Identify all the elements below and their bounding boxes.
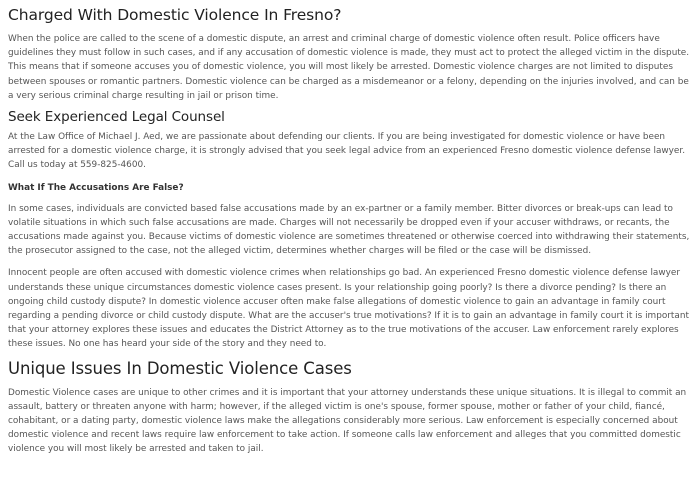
subheading-false-accusations: What If The Accusations Are False?: [8, 182, 184, 193]
paragraph-unique-issues: Domestic Violence cases are unique to other crimes and it is important that your attorney understands these unique situations. It is illegal to commit an assault, battery or threaten anyone with harm; however, if the alleged victim is one's spouse, former spouse, mother or father of your child, fiancé, cohabitant, or a dating party, domestic violence laws make the allegations considerably more serious. Law enforcement is especially concerned about domestic violence and recent laws require law enforcement to take action. If someone calls law enforcement and alleges that you committed domestic violence you will most likely be arrested and taken to jail.: [8, 387, 687, 455]
heading-charged-with-domestic-violence: Charged With Domestic Violence In Fresno?: [8, 6, 342, 24]
heading-seek-legal-counsel: Seek Experienced Legal Counsel: [8, 109, 225, 126]
paragraph-police-arrest: When the police are called to the scene of a domestic dispute, an arrest and criminal charge of domestic violence often result. Police officers have guidelines they must follow in such cases, and if any accusation of domestic violence is made, they must act to protect the alleged victim in the dispute. This means that if someone accuses you of domestic violence, you will most likely be arrested. Domestic violence charges are not limited to disputes between spouses or romantic partners. Domestic violence can be charged as a misdemeanor or a felony, depending on the injuries involved, and can be a very serious criminal charge resulting in jail or prison time.: [8, 34, 690, 101]
paragraph-innocent-people: Innocent people are often accused with domestic violence crimes when relationships go bad. An experienced Fresno domestic violence defense lawyer understands these unique circumstances domestic violence cases present. Is your relationship going poorly? Is there a divorce pending? Is there an ongoing child custody dispute? In domestic violence accuser often make false allegations of domestic violence to gain an advantage in family court regarding a pending divorce or child custody dispute. What are the accuser's true motivations? If it is to gain an advantage in family court it is important that your attorney explores these issues and educates the District Attorney as to the true motivations of the accuser. Law enforcement rarely explores these issues. No one has heard your side of the story and they need to.: [8, 268, 689, 350]
paragraph-false-accusations: In some cases, individuals are convicted based false accusations made by an ex-partner or a family member. Bitter divorces or break-ups can lead to volatile situations in which such false accusations are made. Charges will not necessarily be dropped even if your accuser withdraws, or recants, the accusations made against you. Because victims of domestic violence are sometimes threatened or otherwise coerced into withdrawing their statements, the prosecutor assigned to the case, not the alleged victim, determines whether charges will be filed or the case will be dismissed.: [8, 203, 690, 257]
paragraph-law-office-contact: At the Law Office of Michael J. Aed, we are passionate about defending our clients. If you are being investigated for domestic violence or have been arrested for a domestic violence charge, it is strongly advised that you seek legal advice from an experienced Fresno domestic violence defense lawyer. Call us today at 559-825-4600.: [8, 132, 686, 171]
heading-unique-issues: Unique Issues In Domestic Violence Cases: [8, 358, 352, 378]
